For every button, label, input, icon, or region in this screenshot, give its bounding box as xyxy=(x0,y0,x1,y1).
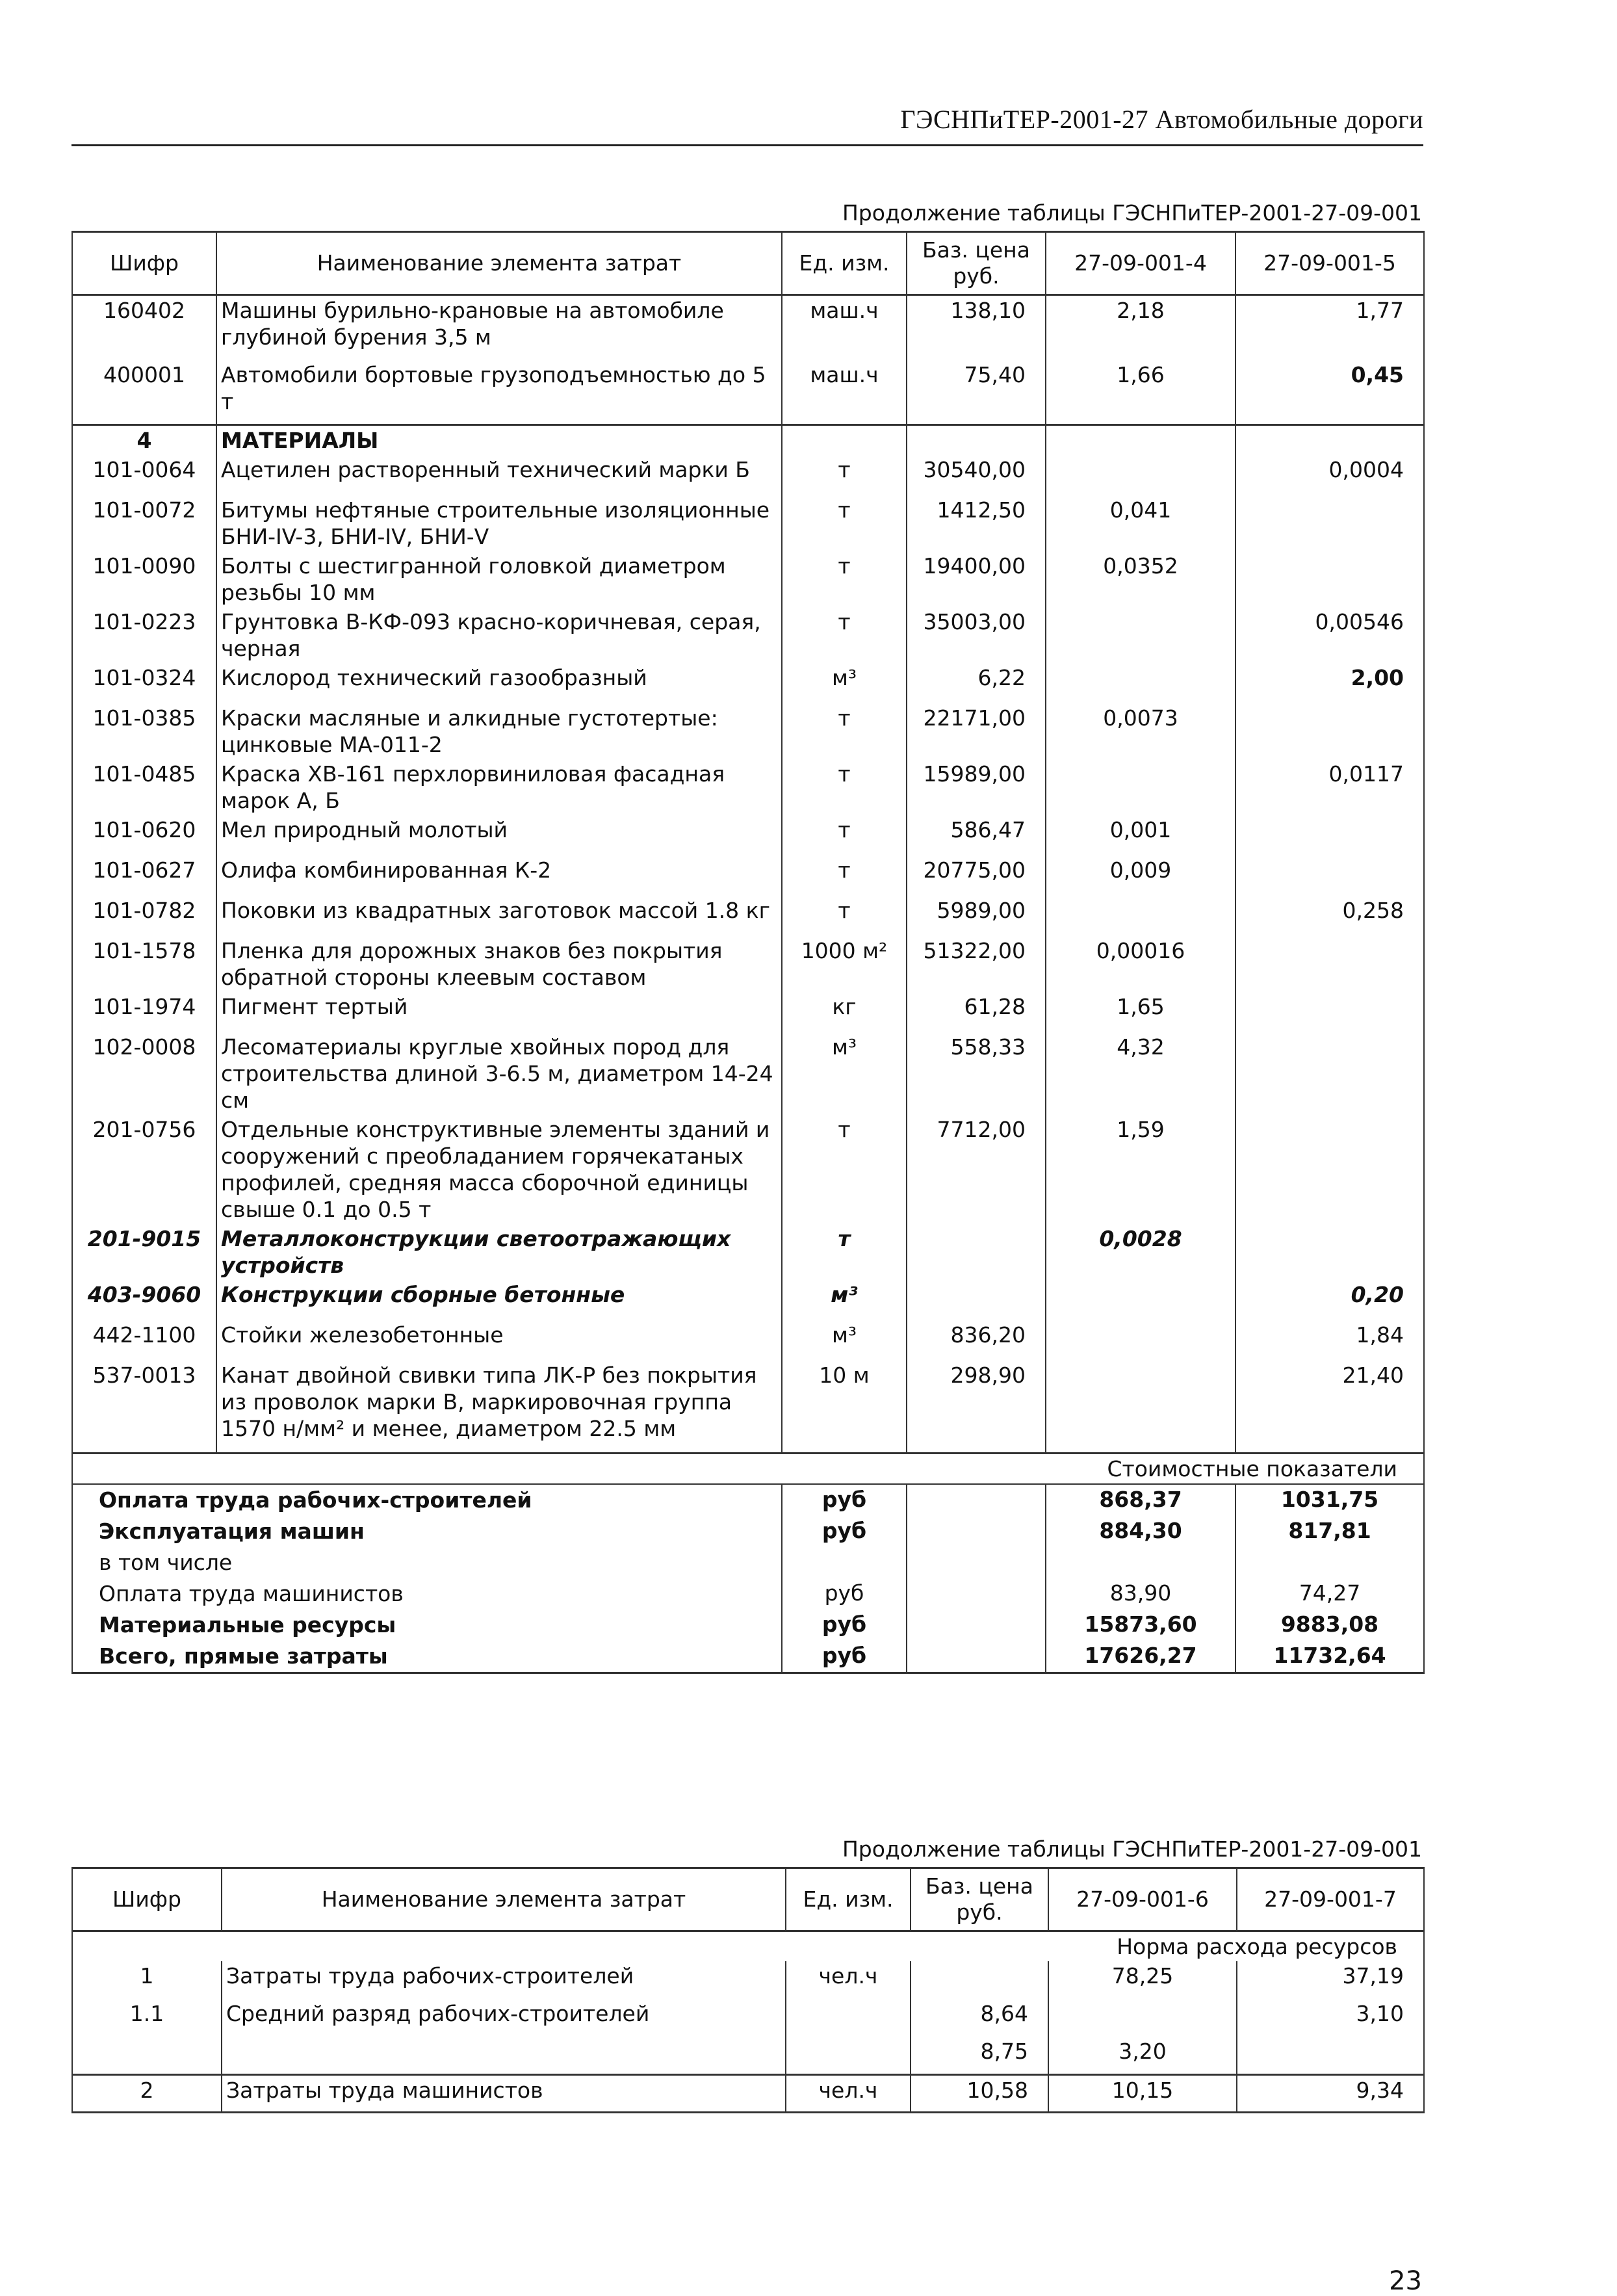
cell-v1 xyxy=(1046,896,1235,936)
table1-caption: Продолжение таблицы ГЭСНПиТЕР-2001-27-09-001 xyxy=(842,200,1422,226)
table2-band-label: Норма расхода ресурсов xyxy=(72,1931,1424,1962)
cell-name: Мел природный молотый xyxy=(216,815,782,855)
section-row xyxy=(72,425,1424,456)
cell-v2: 3,10 xyxy=(1237,1999,1424,2037)
cell-name: Пигмент тертый xyxy=(216,992,782,1032)
cell-code: 160402 xyxy=(72,295,216,360)
spacer-cell xyxy=(216,1443,782,1454)
spacer-cell xyxy=(907,1443,1046,1454)
running-header-title: ГЭСНПиТЕР-2001-27 Автомобильные дороги xyxy=(900,105,1423,134)
cell-v1: 78,25 xyxy=(1048,1961,1237,1999)
cell-v2: 0,0004 xyxy=(1235,455,1424,495)
cell-price: 20775,00 xyxy=(907,855,1046,896)
cell-name xyxy=(222,2037,786,2074)
cost-unit xyxy=(782,1547,907,1578)
cost-price-empty xyxy=(907,1578,1046,1610)
cell-v1: 1,65 xyxy=(1046,992,1235,1032)
cell-v1: 0,009 xyxy=(1046,855,1235,896)
cell-v2: 1,77 xyxy=(1235,295,1424,360)
cell-price: 5989,00 xyxy=(907,896,1046,936)
table-row xyxy=(72,1032,1424,1115)
cell-v2: 9,34 xyxy=(1237,2074,1424,2112)
cell-v1: 0,001 xyxy=(1046,815,1235,855)
cell-code: 101-0620 xyxy=(72,815,216,855)
cost-v2: 74,27 xyxy=(1235,1578,1424,1610)
cell-price xyxy=(911,1961,1048,1999)
spacer-cell xyxy=(1235,1443,1424,1454)
cell-v2 xyxy=(1235,703,1424,759)
table2-header-row xyxy=(72,1868,1424,1931)
cell-v1 xyxy=(1046,1280,1235,1320)
cell-v2 xyxy=(1235,855,1424,896)
cell-unit: т xyxy=(782,551,907,607)
cell-name: Олифа комбинированная К-2 xyxy=(216,855,782,896)
table-row xyxy=(72,896,1424,936)
cost-v2: 1031,75 xyxy=(1235,1484,1424,1516)
col-header-code: Шифр xyxy=(72,232,216,295)
table-row xyxy=(72,295,1424,360)
table-row xyxy=(72,1280,1424,1320)
cell-v2: 0,00546 xyxy=(1235,607,1424,663)
cost-v1: 15873,60 xyxy=(1046,1610,1235,1641)
cost-name: Материальные ресурсы xyxy=(72,1610,782,1641)
cell-v2 xyxy=(1235,1224,1424,1280)
cell-name: Краска ХВ-161 перхлорвиниловая фасадная марок А, Б xyxy=(216,759,782,815)
cell-v2 xyxy=(1235,551,1424,607)
cell-v1: 0,0028 xyxy=(1046,1224,1235,1280)
cell-price xyxy=(907,1224,1046,1280)
cell-price: 61,28 xyxy=(907,992,1046,1032)
cell-name: Стойки железобетонные xyxy=(216,1320,782,1361)
cell-code: 102-0008 xyxy=(72,1032,216,1115)
cell-price: 558,33 xyxy=(907,1032,1046,1115)
col-header-v2: 27-09-001-7 xyxy=(1237,1868,1424,1931)
section-empty-cell xyxy=(907,425,1046,456)
spacer-row xyxy=(72,1443,1424,1454)
cost-price-empty xyxy=(907,1547,1046,1578)
table-row xyxy=(72,936,1424,992)
cell-code xyxy=(72,2037,222,2074)
cost-band-label: Стоимостные показатели xyxy=(72,1454,1424,1485)
section-name: МАТЕРИАЛЫ xyxy=(216,425,782,456)
cell-unit xyxy=(786,1999,911,2037)
cell-v1: 1,66 xyxy=(1046,360,1235,425)
table-row xyxy=(72,855,1424,896)
cell-name: Болты с шестигранной головкой диаметром резьбы 10 мм xyxy=(216,551,782,607)
section-empty-cell xyxy=(1235,425,1424,456)
cost-row xyxy=(72,1641,1424,1673)
table1 xyxy=(71,231,1425,1674)
table2-caption: Продолжение таблицы ГЭСНПиТЕР-2001-27-09-001 xyxy=(842,1836,1422,1862)
cell-v1 xyxy=(1046,455,1235,495)
col-header-v1: 27-09-001-4 xyxy=(1046,232,1235,295)
cell-unit xyxy=(786,2037,911,2074)
cost-v2: 11732,64 xyxy=(1235,1641,1424,1673)
table2-band-row xyxy=(72,1931,1424,1962)
cell-price: 10,58 xyxy=(911,2074,1048,2112)
cost-v2 xyxy=(1235,1547,1424,1578)
cell-code: 101-0627 xyxy=(72,855,216,896)
cell-code: 101-0223 xyxy=(72,607,216,663)
col-header-unit: Ед. изм. xyxy=(786,1868,911,1931)
cell-v2 xyxy=(1235,495,1424,551)
cell-unit: 1000 м² xyxy=(782,936,907,992)
cell-v2: 0,0117 xyxy=(1235,759,1424,815)
table-row xyxy=(72,1320,1424,1361)
table-row xyxy=(72,1961,1424,1999)
col-header-name: Наименование элемента затрат xyxy=(216,232,782,295)
cell-unit: маш.ч xyxy=(782,295,907,360)
cell-code: 537-0013 xyxy=(72,1361,216,1443)
cell-v2 xyxy=(1235,815,1424,855)
cost-name: Эксплуатация машин xyxy=(72,1516,782,1547)
cost-name: Всего, прямые затраты xyxy=(72,1641,782,1673)
cell-code: 1.1 xyxy=(72,1999,222,2037)
cell-v1 xyxy=(1046,1320,1235,1361)
cell-v1: 0,00016 xyxy=(1046,936,1235,992)
cell-unit: т xyxy=(782,495,907,551)
cell-code: 101-1974 xyxy=(72,992,216,1032)
cell-name: Поковки из квадратных заготовок массой 1.8 кг xyxy=(216,896,782,936)
cell-v1: 0,041 xyxy=(1046,495,1235,551)
cell-v1 xyxy=(1046,759,1235,815)
section-code: 4 xyxy=(72,425,216,456)
cell-name: Машины бурильно-крановые на автомобиле глубиной бурения 3,5 м xyxy=(216,295,782,360)
cell-v1: 0,0073 xyxy=(1046,703,1235,759)
cost-v1 xyxy=(1046,1547,1235,1578)
cell-unit: т xyxy=(782,703,907,759)
table-row xyxy=(72,1999,1424,2037)
cell-name: Автомобили бортовые грузоподъемностью до 5 т xyxy=(216,360,782,425)
cost-price-empty xyxy=(907,1641,1046,1673)
col-header-price: Баз. цена руб. xyxy=(911,1868,1048,1931)
section-empty-cell xyxy=(1046,425,1235,456)
cell-v1: 3,20 xyxy=(1048,2037,1237,2074)
cell-v2 xyxy=(1235,936,1424,992)
cost-price-empty xyxy=(907,1610,1046,1641)
cell-name: Отдельные конструктивные элементы зданий и сооружений с преобладанием горячекатаных профилей, средняя масса сборочной единицы свыше 0.1 до 0.5 т xyxy=(216,1115,782,1224)
table-row xyxy=(72,495,1424,551)
table-row xyxy=(72,815,1424,855)
cell-name: Затраты труда машинистов xyxy=(222,2074,786,2112)
cell-price: 15989,00 xyxy=(907,759,1046,815)
cost-price-empty xyxy=(907,1484,1046,1516)
cell-code: 1 xyxy=(72,1961,222,1999)
table-row xyxy=(72,1361,1424,1443)
cost-unit: руб xyxy=(782,1516,907,1547)
cell-code: 201-9015 xyxy=(72,1224,216,1280)
cost-name: в том числе xyxy=(72,1547,782,1578)
col-header-v1: 27-09-001-6 xyxy=(1048,1868,1237,1931)
cell-unit: кг xyxy=(782,992,907,1032)
table1-header-row xyxy=(72,232,1424,295)
cell-code: 101-0072 xyxy=(72,495,216,551)
cell-price: 8,75 xyxy=(911,2037,1048,2074)
cell-unit: м³ xyxy=(782,1280,907,1320)
cost-row xyxy=(72,1610,1424,1641)
cell-code: 101-0385 xyxy=(72,703,216,759)
cell-price: 22171,00 xyxy=(907,703,1046,759)
cell-price: 51322,00 xyxy=(907,936,1046,992)
cell-v1 xyxy=(1046,1361,1235,1443)
cell-code: 101-1578 xyxy=(72,936,216,992)
cell-price: 30540,00 xyxy=(907,455,1046,495)
cost-name: Оплата труда рабочих-строителей xyxy=(72,1484,782,1516)
spacer-cell xyxy=(1046,1443,1235,1454)
cell-code: 101-0064 xyxy=(72,455,216,495)
cost-row xyxy=(72,1578,1424,1610)
cell-name: Пленка для дорожных знаков без покрытия обратной стороны клеевым составом xyxy=(216,936,782,992)
table-row xyxy=(72,2074,1424,2112)
spacer-cell xyxy=(782,1443,907,1454)
cost-price-empty xyxy=(907,1516,1046,1547)
cost-v1: 17626,27 xyxy=(1046,1641,1235,1673)
cell-price: 6,22 xyxy=(907,663,1046,703)
cell-price: 836,20 xyxy=(907,1320,1046,1361)
cell-v2 xyxy=(1235,992,1424,1032)
cost-v1: 884,30 xyxy=(1046,1516,1235,1547)
cell-v2 xyxy=(1235,1115,1424,1224)
table-row xyxy=(72,360,1424,425)
section-empty-cell xyxy=(782,425,907,456)
cell-unit: т xyxy=(782,1224,907,1280)
spacer-cell xyxy=(72,1443,216,1454)
cost-unit: руб xyxy=(782,1610,907,1641)
cell-name: Металлоконструкции светоотражающих устройств xyxy=(216,1224,782,1280)
cell-name: Конструкции сборные бетонные xyxy=(216,1280,782,1320)
cell-code: 403-9060 xyxy=(72,1280,216,1320)
col-header-code: Шифр xyxy=(72,1868,222,1931)
cell-v2: 37,19 xyxy=(1237,1961,1424,1999)
cell-code: 101-0485 xyxy=(72,759,216,815)
cost-unit: руб xyxy=(782,1484,907,1516)
cell-code: 442-1100 xyxy=(72,1320,216,1361)
cell-v1: 4,32 xyxy=(1046,1032,1235,1115)
cell-v2: 2,00 xyxy=(1235,663,1424,703)
cell-v1: 1,59 xyxy=(1046,1115,1235,1224)
col-header-v2: 27-09-001-5 xyxy=(1235,232,1424,295)
table-row xyxy=(72,663,1424,703)
cell-unit: м³ xyxy=(782,1032,907,1115)
cell-name: Ацетилен растворенный технический марки Б xyxy=(216,455,782,495)
cell-price: 7712,00 xyxy=(907,1115,1046,1224)
col-header-price: Баз. цена руб. xyxy=(907,232,1046,295)
cost-unit: руб xyxy=(782,1578,907,1610)
cell-unit: т xyxy=(782,455,907,495)
cost-unit: руб xyxy=(782,1641,907,1673)
cell-code: 101-0782 xyxy=(72,896,216,936)
cell-price: 586,47 xyxy=(907,815,1046,855)
cell-unit: т xyxy=(782,1115,907,1224)
col-header-unit: Ед. изм. xyxy=(782,232,907,295)
cost-v1: 83,90 xyxy=(1046,1578,1235,1610)
cell-code: 101-0324 xyxy=(72,663,216,703)
cell-name: Затраты труда рабочих-строителей xyxy=(222,1961,786,1999)
col-header-name: Наименование элемента затрат xyxy=(222,1868,786,1931)
table-row xyxy=(72,1115,1424,1224)
cell-v2 xyxy=(1235,1032,1424,1115)
cell-unit: т xyxy=(782,896,907,936)
cost-name: Оплата труда машинистов xyxy=(72,1578,782,1610)
cell-name: Битумы нефтяные строительные изоляционные БНИ-IV-3, БНИ-IV, БНИ-V xyxy=(216,495,782,551)
cell-v1: 2,18 xyxy=(1046,295,1235,360)
page-number: 23 xyxy=(1389,2266,1422,2296)
table-row xyxy=(72,455,1424,495)
cost-row xyxy=(72,1547,1424,1578)
table-row xyxy=(72,2037,1424,2074)
cell-price: 298,90 xyxy=(907,1361,1046,1443)
table-row xyxy=(72,607,1424,663)
cell-unit: 10 м xyxy=(782,1361,907,1443)
cell-v2: 21,40 xyxy=(1235,1361,1424,1443)
cell-name: Краски масляные и алкидные густотертые: цинковые МА-011-2 xyxy=(216,703,782,759)
cell-unit: т xyxy=(782,759,907,815)
cell-price: 19400,00 xyxy=(907,551,1046,607)
table-row xyxy=(72,1224,1424,1280)
cost-v2: 817,81 xyxy=(1235,1516,1424,1547)
cell-price: 8,64 xyxy=(911,1999,1048,2037)
cost-v1: 868,37 xyxy=(1046,1484,1235,1516)
cell-name: Грунтовка В-КФ-093 красно-коричневая, серая, черная xyxy=(216,607,782,663)
cell-price xyxy=(907,1280,1046,1320)
cell-v1 xyxy=(1046,663,1235,703)
cell-unit: маш.ч xyxy=(782,360,907,425)
cell-price: 138,10 xyxy=(907,295,1046,360)
cell-price: 35003,00 xyxy=(907,607,1046,663)
cell-v1: 0,0352 xyxy=(1046,551,1235,607)
cell-price: 1412,50 xyxy=(907,495,1046,551)
cost-row xyxy=(72,1484,1424,1516)
cell-unit: чел.ч xyxy=(786,1961,911,1999)
table-row xyxy=(72,551,1424,607)
cell-code: 2 xyxy=(72,2074,222,2112)
cell-unit: м³ xyxy=(782,663,907,703)
running-header xyxy=(71,104,1423,146)
cell-code: 400001 xyxy=(72,360,216,425)
cell-unit: т xyxy=(782,607,907,663)
cell-unit: т xyxy=(782,815,907,855)
table-row xyxy=(72,992,1424,1032)
cell-v1: 10,15 xyxy=(1048,2074,1237,2112)
cell-name: Кислород технический газообразный xyxy=(216,663,782,703)
table-row xyxy=(72,703,1424,759)
cell-name: Канат двойной свивки типа ЛК-Р без покрытия из проволок марки В, маркировочная группа 1570 н/мм² и менее, диаметром 22.5 мм xyxy=(216,1361,782,1443)
cell-unit: м³ xyxy=(782,1320,907,1361)
cost-band-row xyxy=(72,1454,1424,1485)
table-row xyxy=(72,759,1424,815)
cell-code: 201-0756 xyxy=(72,1115,216,1224)
cell-v2: 0,20 xyxy=(1235,1280,1424,1320)
cell-v2: 1,84 xyxy=(1235,1320,1424,1361)
cost-v2: 9883,08 xyxy=(1235,1610,1424,1641)
cell-unit: т xyxy=(782,855,907,896)
cell-name: Лесоматериалы круглые хвойных пород для строительства длиной 3-6.5 м, диаметром 14-24 см xyxy=(216,1032,782,1115)
cell-v1 xyxy=(1046,607,1235,663)
cell-unit: чел.ч xyxy=(786,2074,911,2112)
cell-code: 101-0090 xyxy=(72,551,216,607)
cell-v1 xyxy=(1048,1999,1237,2037)
table2 xyxy=(71,1867,1425,2113)
cost-row xyxy=(72,1516,1424,1547)
cell-v2: 0,258 xyxy=(1235,896,1424,936)
cell-price: 75,40 xyxy=(907,360,1046,425)
cell-name: Средний разряд рабочих-строителей xyxy=(222,1999,786,2037)
cell-v2 xyxy=(1237,2037,1424,2074)
cell-v2: 0,45 xyxy=(1235,360,1424,425)
